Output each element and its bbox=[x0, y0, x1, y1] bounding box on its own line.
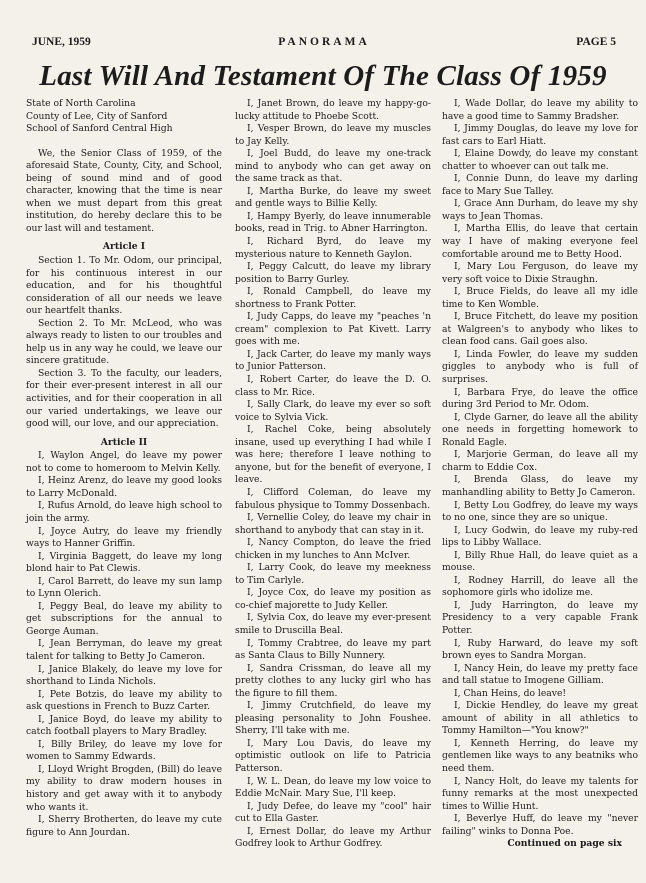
bequest: I, Clifford Coleman, do leave my fabulous physique to Tommy Dossenbach. bbox=[235, 486, 431, 511]
bequest: I, Martha Burke, do leave my sweet and gentle ways to Billie Kelly. bbox=[235, 185, 431, 210]
bequest: I, Ronald Campbell, do leave my shortness to Frank Potter. bbox=[235, 286, 431, 310]
bequest: I, Rufus Arnold, do leave high school to join the army. bbox=[26, 500, 222, 524]
bequest: I, Nancy Compton, do leave the fried chicken in my lunches to Ann McIver. bbox=[235, 537, 431, 561]
column-3 bbox=[442, 98, 638, 851]
bequest: I, Hampy Byerly, do leave innumerable books, read in Trig. to Abner Harrington. bbox=[235, 210, 431, 235]
bequest: I, Sandra Crissman, do leave all my pretty clothes to any lucky girl who has the figure to fill them. bbox=[235, 662, 431, 699]
bequest: I, Mary Lou Ferguson, do leave my very soft voice to Dixie Straughn. bbox=[442, 261, 638, 285]
bequest: I, Joyce Autry, do leave my friendly ways to Hanner Griffin. bbox=[26, 525, 222, 550]
bequest: I, Waylon Angel, do leave my power not to come to homeroom to Melvin Kelly. bbox=[26, 450, 222, 474]
bequest: I, Janice Boyd, do leave my ability to catch football players to Mary Bradley. bbox=[26, 713, 222, 738]
bequest: I, Mary Lou Davis, do leave my optimistic outlook on life to Patricia Patterson. bbox=[235, 737, 431, 774]
bequest: I, Vernellie Coley, do leave my chair in shorthand to anybody that can stay in it. bbox=[235, 512, 431, 536]
page-header bbox=[32, 36, 616, 50]
bequest: I, Barbara Frye, do leave the office during 3rd Period to Mr. Odom. bbox=[442, 386, 638, 411]
bequest: I, Connie Dunn, do leave my darling face to Mary Sue Talley. bbox=[442, 173, 638, 197]
bequest: I, Ruby Harward, do leave my soft brown eyes to Sandra Morgan. bbox=[442, 637, 638, 662]
bequest: I, Tommy Crabtree, do leave my part as Santa Claus to Billy Nunnery. bbox=[235, 637, 431, 662]
bequest: I, Billy Rhue Hall, do leave quiet as a mouse. bbox=[442, 549, 638, 574]
bequest: I, Carol Barrett, do leave my sun lamp to Lynn Olerich. bbox=[26, 575, 222, 600]
column-2 bbox=[235, 98, 431, 851]
section-paragraph: Section 2. To Mr. McLeod, who was always ready to listen to our troubles and help us in any way he could, we leave our sincere gratitude. bbox=[26, 317, 222, 367]
bequest: I, Nancy Hein, do leave my pretty face and tall statue to Imogene Gilliam. bbox=[442, 662, 638, 687]
bequest: I, Brenda Glass, do leave my manhandling ability to Betty Jo Cameron. bbox=[442, 474, 638, 498]
bequest: I, Pete Botzis, do leave my ability to ask questions in French to Buzz Carter. bbox=[26, 688, 222, 713]
bequest: I, Joel Budd, do leave my one-track mind to anybody who can get away on the same track as that. bbox=[235, 148, 431, 185]
bequest: I, Billy Briley, do leave my love for women to Sammy Edwards. bbox=[26, 738, 222, 763]
bequest: I, Judy Defee, do leave my "cool" hair cut to Ella Gaster. bbox=[235, 800, 431, 825]
bequest: I, Robert Carter, do leave the D. O. class to Mr. Rice. bbox=[235, 374, 431, 398]
column-1 bbox=[26, 98, 222, 839]
bequest: I, Jack Carter, do leave my manly ways to Junior Patterson. bbox=[235, 348, 431, 373]
bequest: I, Betty Lou Godfrey, do leave my ways to no one, since they are so unique. bbox=[442, 499, 638, 524]
bequest: I, Jimmy Douglas, do leave my love for fast cars to Earl Hiatt. bbox=[442, 123, 638, 147]
bequest: I, Wade Dollar, do leave my ability to have a good time to Sammy Bradsher. bbox=[442, 98, 638, 122]
bequest: I, Beverlye Huff, do leave my "never failing" winks to Donna Poe. bbox=[442, 813, 638, 837]
bequest: I, Marjorie German, do leave all my charm to Eddie Cox. bbox=[442, 449, 638, 473]
bequest: I, Judy Capps, do leave my "peaches 'n cream" complexion to Pat Kivett. Larry goes with me. bbox=[235, 311, 431, 348]
bequest: I, Sally Clark, do leave my ever so soft voice to Sylvia Vick. bbox=[235, 399, 431, 423]
bequest: I, Lloyd Wright Brogden, (Bill) do leave my ability to draw modern houses in history and get away with it to anybody who wants it. bbox=[26, 763, 222, 813]
continued-note: Continued on page six bbox=[507, 838, 622, 850]
bequest: I, Bruce Fitchett, do leave my position at Walgreen's to anybody who likes to clean food cans. Gail goes also. bbox=[442, 311, 638, 348]
bequest: I, Rachel Coke, being absolutely insane, used up everything I had while I was here; therefore I leave nothing to anyone, but for the benefit of everyone, I leave. bbox=[235, 424, 431, 486]
article-title: Last Will And Testament Of The Class Of 1959 bbox=[39, 60, 607, 92]
bequest: I, Nancy Holt, do leave my talents for funny remarks at the most unexpected times to Willie Hunt. bbox=[442, 775, 638, 812]
bequest: I, Dickie Hendley, do leave my great amount of ability in all athletics to Tommy Hamilton—"You know?" bbox=[442, 700, 638, 737]
bequest: I, Chan Heins, do leave! bbox=[454, 687, 567, 699]
bequest: I, Martha Ellis, do leave that certain way I have of making everyone feel comfortable around me to Betty Hood. bbox=[442, 223, 638, 260]
section-paragraph: Section 3. To the faculty, our leaders, for their ever-present interest in all our activities, and for their cooperation in all our varied undertakings, we leave our good will, our love, and our appreciation. bbox=[26, 367, 222, 430]
bequest: I, Virginia Baggett, do leave my long blond hair to Pat Clewis. bbox=[26, 550, 222, 575]
bequest: I, Joyce Cox, do leave my position as co-chief majorette to Judy Keller. bbox=[235, 587, 431, 611]
bequest: I, Clyde Garner, do leave all the ability one needs in forgetting homework to Ronald Eagle. bbox=[442, 411, 638, 448]
address-line: School of Sanford Central High bbox=[26, 123, 173, 135]
address-line: State of North Carolina bbox=[26, 98, 136, 109]
bequest: I, Peggy Beal, do leave my ability to get subscriptions for the annual to George Auman. bbox=[26, 600, 222, 637]
bequest: I, Janice Blakely, do leave my love for shorthand to Linda Nichols. bbox=[26, 663, 222, 688]
bequest: I, Sylvia Cox, do leave my ever-present smile to Druscilla Beal. bbox=[235, 612, 431, 636]
bequest: I, Grace Ann Durham, do leave my shy ways to Jean Thomas. bbox=[442, 198, 638, 222]
bequest: I, Elaine Dowdy, do leave my constant chatter to whoever can out talk me. bbox=[442, 148, 638, 172]
bequest: I, Kenneth Herring, do leave my gentlemen like ways to any beatniks who need them. bbox=[442, 737, 638, 774]
bequest: I, Larry Cook, do leave my meekness to Tim Carlyle. bbox=[235, 562, 431, 586]
section-paragraph: Section 1. To Mr. Odom, our principal, for his continuous interest in our education, and for his thoughtful consideration of all our needs we leave our heartfelt thanks. bbox=[26, 255, 222, 317]
article-heading: Article II bbox=[100, 436, 148, 448]
article-heading: Article I bbox=[102, 241, 146, 253]
bequest: I, Rodney Harrill, do leave all the sophomore girls who idolize me. bbox=[442, 574, 638, 599]
bequest: I, Jean Berryman, do leave my great talent for talking to Betty Jo Cameron. bbox=[26, 638, 222, 662]
bequest: I, Jimmy Crutchfield, do leave my pleasing personality to John Foushee. Sherry, I'll take with me. bbox=[235, 700, 431, 737]
bequest: I, Judy Harrington, do leave my Presidency to a very capable Frank Potter. bbox=[442, 599, 638, 636]
bequest: I, W. L. Dean, do leave my low voice to Eddie McNair. Mary Sue, I'll keep. bbox=[235, 775, 431, 800]
bequest: I, Heinz Arenz, do leave my good looks to Larry McDonald. bbox=[26, 475, 222, 499]
bequest: I, Lucy Godwin, do leave my ruby-red lips to Libby Wallace. bbox=[442, 524, 638, 549]
preamble: We, the Senior Class of 1959, of the aforesaid State, County, City, and School, being of sound mind and of good character, knowing that the time is near when we must depart from this great institution, do hereby declare this to be our last will and testament. bbox=[26, 147, 222, 234]
bequest: I, Janet Brown, do leave my happy-go-lucky attitude to Phoebe Scott. bbox=[235, 98, 431, 122]
bequest: I, Richard Byrd, do leave my mysterious nature to Kenneth Gaylon. bbox=[235, 236, 431, 260]
bequest: I, Linda Fowler, do leave my sudden giggles to anybody who is full of surprises. bbox=[442, 348, 638, 386]
bequest: I, Sherry Brotherten, do leave my cute figure to Ann Jourdan. bbox=[26, 814, 222, 838]
bequest: I, Vesper Brown, do leave my muscles to Jay Kelly. bbox=[235, 123, 431, 147]
bequest: I, Ernest Dollar, do leave my Arthur Godfrey look to Arthur Godfrey. bbox=[235, 825, 431, 850]
bequest: I, Bruce Fields, do leave all my idle time to Ken Womble. bbox=[442, 286, 638, 310]
issue-date: JUNE, 1959 bbox=[32, 36, 91, 48]
paper-name: PANORAMA bbox=[278, 36, 370, 48]
bequest: I, Peggy Calcutt, do leave my library position to Barry Gurley. bbox=[235, 261, 431, 285]
address-line: County of Lee, City of Sanford bbox=[26, 110, 168, 122]
page-number: PAGE 5 bbox=[576, 36, 616, 48]
